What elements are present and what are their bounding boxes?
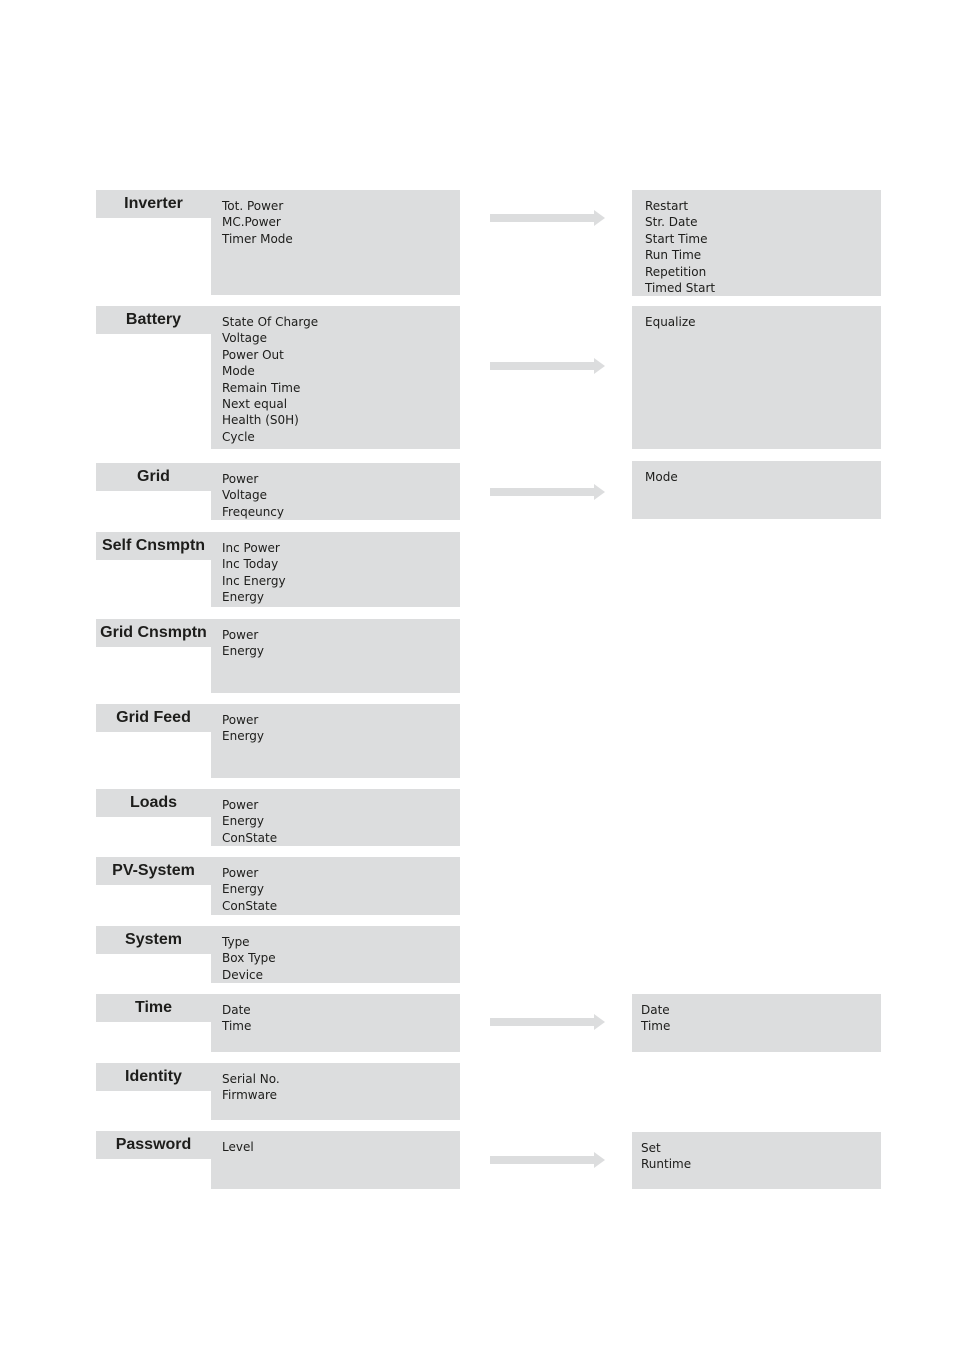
menu-item: Level xyxy=(222,1140,254,1154)
category-label-password: Password xyxy=(96,1131,211,1159)
items-box-loads xyxy=(211,789,460,846)
submenu-item: Equalize xyxy=(645,315,696,329)
menu-list xyxy=(222,471,284,520)
category-label-system: System xyxy=(96,926,211,954)
submenu-item: Runtime xyxy=(641,1157,692,1172)
menu-item: Energy xyxy=(222,729,265,744)
items-box-inverter xyxy=(211,190,460,295)
menu-list xyxy=(222,314,318,445)
submenu-list xyxy=(645,314,696,330)
submenu-item: Str. Date xyxy=(645,215,698,230)
menu-list xyxy=(222,627,264,660)
menu-item: Energy xyxy=(222,882,265,897)
menu-item: Health (S0H) xyxy=(222,413,299,428)
submenu-list xyxy=(641,1002,670,1035)
menu-list xyxy=(222,1071,280,1104)
menu-item: Time xyxy=(222,1019,252,1034)
menu-item: ConState xyxy=(222,830,278,845)
menu-item: MC.Power xyxy=(222,215,281,230)
arrow-right-icon xyxy=(490,1014,605,1030)
submenu-box-inverter xyxy=(632,190,881,296)
submenu-item: Run Time xyxy=(645,248,702,263)
menu-item: Timer Mode xyxy=(222,231,293,246)
menu-item: Power xyxy=(222,713,259,727)
category-label-time: Time xyxy=(96,994,211,1022)
menu-item: Voltage xyxy=(222,488,268,503)
menu-item: Energy xyxy=(222,590,265,605)
items-box-grid-feed xyxy=(211,704,460,778)
category-label-identity: Identity xyxy=(96,1063,211,1091)
menu-item: Power xyxy=(222,628,259,642)
items-box-password xyxy=(211,1131,460,1189)
submenu-item: Mode xyxy=(645,470,678,484)
submenu-box-password xyxy=(632,1132,881,1189)
menu-list xyxy=(222,1002,251,1035)
category-label-grid: Grid xyxy=(96,463,211,491)
submenu-item: Timed Start xyxy=(645,281,716,296)
menu-list xyxy=(222,1139,254,1155)
menu-item: Voltage xyxy=(222,331,268,346)
menu-list xyxy=(222,934,276,983)
menu-list xyxy=(222,540,286,606)
submenu-box-grid xyxy=(632,461,881,519)
items-box-identity xyxy=(211,1063,460,1120)
arrow-right-icon xyxy=(490,484,605,500)
menu-item: Freqeuncy xyxy=(222,504,284,519)
category-label-self-cnsmptn: Self Cnsmptn xyxy=(96,532,211,560)
menu-item: Inc Energy xyxy=(222,573,286,588)
arrow-right-icon xyxy=(490,210,605,226)
arrow-right-icon xyxy=(490,1152,605,1168)
items-box-grid xyxy=(211,463,460,520)
submenu-item: Time xyxy=(641,1019,671,1034)
menu-list xyxy=(222,865,277,914)
menu-list xyxy=(222,797,277,846)
category-label-pv-system: PV-System xyxy=(96,857,211,885)
items-box-pv-system xyxy=(211,857,460,915)
submenu-box-battery xyxy=(632,306,881,449)
submenu-box-time xyxy=(632,994,881,1052)
submenu-list xyxy=(645,198,715,296)
menu-item: Device xyxy=(222,967,264,982)
category-label-grid-feed: Grid Feed xyxy=(96,704,211,732)
category-label-loads: Loads xyxy=(96,789,211,817)
submenu-item: Restart xyxy=(645,199,689,213)
submenu-item: Set xyxy=(641,1141,661,1155)
submenu-item: Repetition xyxy=(645,264,707,279)
menu-item: Power xyxy=(222,798,259,812)
menu-item: State Of Charge xyxy=(222,315,319,329)
items-box-battery xyxy=(211,306,460,449)
menu-item: Next equal xyxy=(222,397,288,412)
menu-list xyxy=(222,712,264,745)
menu-item: Firmware xyxy=(222,1088,277,1103)
menu-list xyxy=(222,198,293,247)
menu-item: Mode xyxy=(222,364,255,379)
items-box-self-cnsmptn xyxy=(211,532,460,607)
submenu-item: Date xyxy=(641,1003,670,1017)
items-box-grid-cnsmptn xyxy=(211,619,460,693)
submenu-item: Start Time xyxy=(645,231,708,246)
items-box-time xyxy=(211,994,460,1052)
arrow-right-icon xyxy=(490,358,605,374)
menu-item: Inc Today xyxy=(222,557,279,572)
menu-item: Serial No. xyxy=(222,1072,280,1086)
menu-item: Inc Power xyxy=(222,541,280,555)
menu-item: Type xyxy=(222,935,250,949)
category-label-battery: Battery xyxy=(96,306,211,334)
submenu-list xyxy=(641,1140,691,1173)
menu-item: Cycle xyxy=(222,429,255,444)
items-box-system xyxy=(211,926,460,983)
menu-item: Power xyxy=(222,472,259,486)
menu-item: Power Out xyxy=(222,347,284,362)
category-label-inverter: Inverter xyxy=(96,190,211,218)
menu-item: Power xyxy=(222,866,259,880)
menu-item: Tot. Power xyxy=(222,199,284,213)
menu-item: Date xyxy=(222,1003,251,1017)
menu-item: Box Type xyxy=(222,951,276,966)
menu-item: Energy xyxy=(222,644,265,659)
submenu-list xyxy=(645,469,678,485)
menu-item: ConState xyxy=(222,898,278,913)
menu-item: Energy xyxy=(222,814,265,829)
menu-item: Remain Time xyxy=(222,380,301,395)
category-label-grid-cnsmptn: Grid Cnsmptn xyxy=(96,619,211,647)
